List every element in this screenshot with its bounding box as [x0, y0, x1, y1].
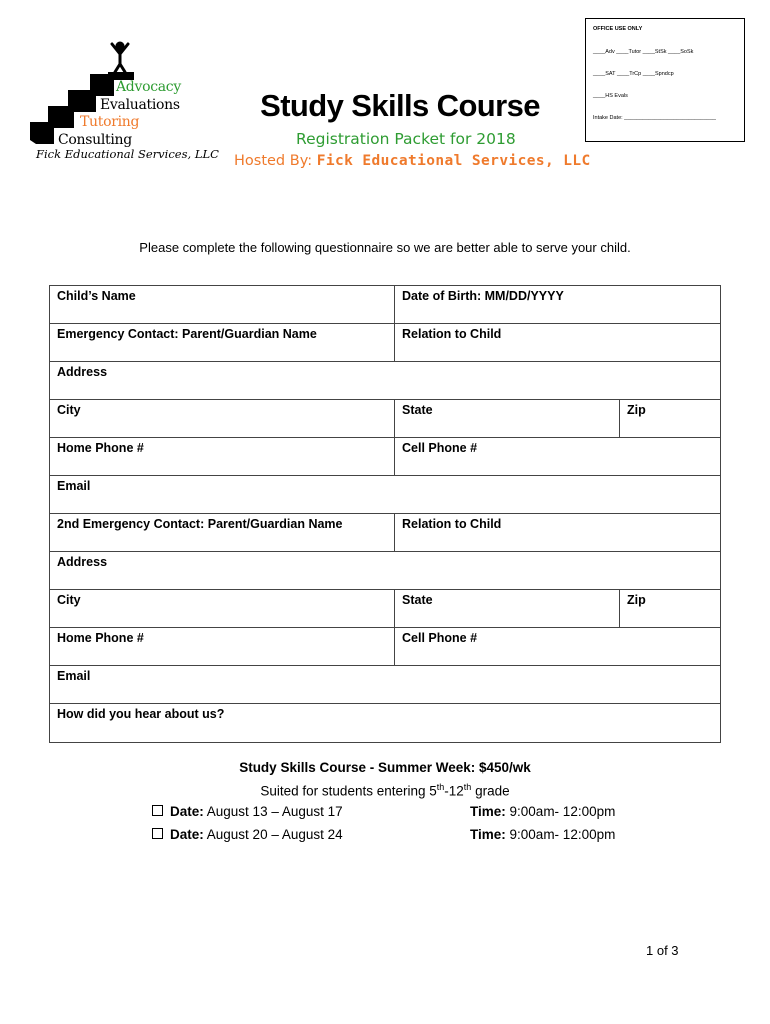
- logo-evaluations: Evaluations: [100, 97, 180, 113]
- form-row: [50, 590, 720, 628]
- suited-sup-2: th: [463, 782, 472, 792]
- suited-mid: -12: [444, 783, 464, 799]
- second-zip-field[interactable]: Zip: [627, 593, 646, 607]
- page-title-text: Study Skills Course: [260, 88, 540, 123]
- session-2-time: 9:00am- 12:00pm: [509, 827, 616, 842]
- office-use-line-3: ____HS Evals: [593, 93, 628, 99]
- second-state-field[interactable]: State: [395, 590, 620, 627]
- form-row: [50, 514, 720, 552]
- cell-phone-field[interactable]: Cell Phone #: [402, 441, 478, 455]
- hosted-prefix: Hosted By:: [234, 153, 317, 169]
- hosted-by: [234, 153, 591, 169]
- session-time-2: [470, 827, 615, 842]
- suited-for-text: [0, 782, 770, 799]
- logo-company-name: Fick Educational Services, LLC: [36, 147, 219, 161]
- logo-advocacy: Advocacy: [116, 79, 181, 95]
- logo-tutoring: Tutoring: [80, 114, 140, 130]
- session-1-date: August 13 – August 17: [206, 804, 343, 819]
- email-field[interactable]: Email: [57, 479, 91, 493]
- registration-form-table: [49, 285, 721, 743]
- form-row: [50, 666, 720, 704]
- session-1-checkbox[interactable]: [152, 805, 163, 816]
- office-use-line-1: ____Adv ____Tutor ____StSk ____SoSk: [593, 49, 694, 55]
- emergency-contact-field[interactable]: Emergency Contact: Parent/Guardian Name: [50, 324, 395, 361]
- form-row: [50, 400, 720, 438]
- suited-prefix: Suited for students entering 5: [260, 783, 437, 799]
- time-label: Time:: [470, 804, 506, 819]
- form-row: [50, 362, 720, 400]
- form-row: [50, 438, 720, 476]
- relation-to-child-field[interactable]: Relation to Child: [402, 327, 502, 341]
- office-use-line-4: Intake Date: ______________________________: [593, 115, 716, 121]
- office-use-box: [585, 18, 745, 142]
- form-row: [50, 704, 720, 742]
- second-address-field[interactable]: Address: [57, 555, 108, 569]
- session-date-1: [152, 804, 343, 819]
- second-city-field[interactable]: City: [50, 590, 395, 627]
- childs-name-field[interactable]: Child’s Name: [50, 286, 395, 323]
- logo-consulting: Consulting: [58, 132, 132, 148]
- date-label: Date:: [170, 804, 204, 819]
- registration-subtitle: Registration Packet for 2018: [296, 130, 516, 148]
- office-use-line-2: ____SAT ____TrCp ____Spndcp: [593, 71, 674, 77]
- date-label: Date:: [170, 827, 204, 842]
- suited-sup-1: th: [436, 782, 445, 792]
- session-1-time: 9:00am- 12:00pm: [509, 804, 616, 819]
- hosted-company: Fick Educational Services, LLC: [316, 153, 591, 169]
- date-of-birth-field[interactable]: Date of Birth: MM/DD/YYYY: [402, 289, 564, 303]
- session-2-date: August 20 – August 24: [206, 827, 343, 842]
- address-field[interactable]: Address: [57, 365, 108, 379]
- session-date-2: [152, 827, 343, 842]
- time-label: Time:: [470, 827, 506, 842]
- instructions-text: Please complete the following questionnaire so we are better able to serve your child.: [139, 240, 631, 255]
- office-use-title: OFFICE USE ONLY: [593, 26, 643, 32]
- city-field[interactable]: City: [50, 400, 395, 437]
- page-number: 1 of 3: [646, 943, 679, 958]
- hear-about-us-field[interactable]: How did you hear about us?: [57, 707, 225, 721]
- session-2-checkbox[interactable]: [152, 828, 163, 839]
- second-home-phone-field[interactable]: Home Phone #: [50, 628, 395, 665]
- second-emergency-contact-field[interactable]: 2nd Emergency Contact: Parent/Guardian Name: [50, 514, 395, 551]
- home-phone-field[interactable]: Home Phone #: [50, 438, 395, 475]
- zip-field[interactable]: Zip: [627, 403, 646, 417]
- second-relation-to-child-field[interactable]: Relation to Child: [402, 517, 502, 531]
- state-field[interactable]: State: [395, 400, 620, 437]
- form-row: [50, 552, 720, 590]
- form-row: [50, 628, 720, 666]
- second-cell-phone-field[interactable]: Cell Phone #: [402, 631, 478, 645]
- second-email-field[interactable]: Email: [57, 669, 91, 683]
- form-row: [50, 324, 720, 362]
- course-title: Study Skills Course - Summer Week: $450/wk: [239, 760, 531, 775]
- suited-suffix: grade: [471, 783, 510, 799]
- session-time-1: [470, 804, 615, 819]
- form-row: [50, 286, 720, 324]
- form-row: [50, 476, 720, 514]
